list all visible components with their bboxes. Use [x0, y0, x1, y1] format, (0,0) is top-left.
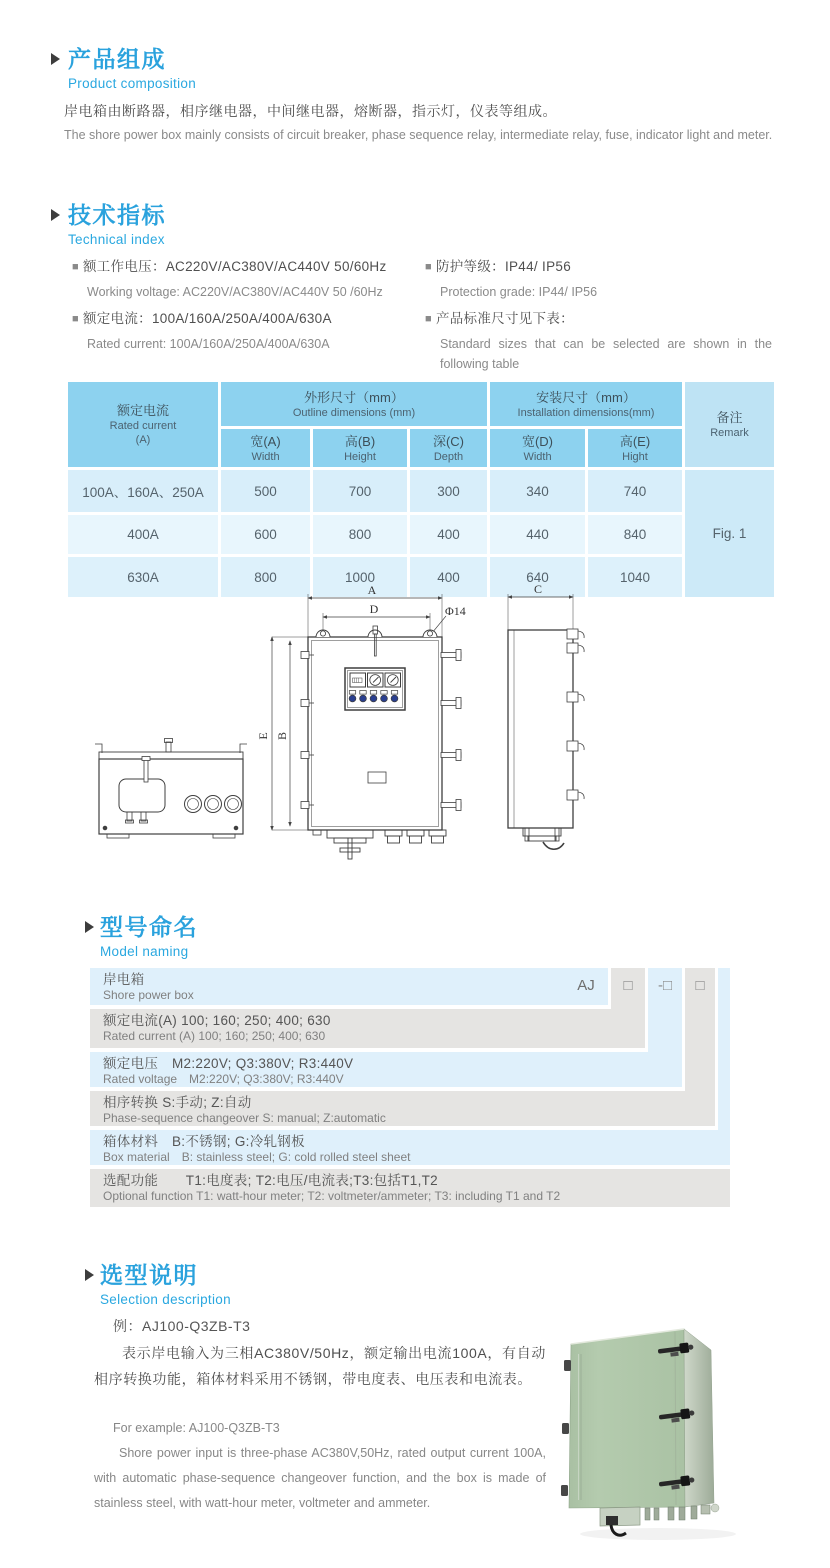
table-cell: 600	[221, 515, 310, 554]
dim-label-phi14: Φ14	[445, 604, 466, 618]
remark-cell: Fig. 1	[685, 470, 774, 597]
header-installation-dimensions: 安装尺寸（mm） Installation dimensions(mm)	[490, 382, 682, 426]
model-code-box-3: □	[695, 977, 705, 994]
bullet-square-icon: ■	[425, 261, 432, 273]
section-technical-index	[68, 202, 166, 247]
section-title-cn: 选型说明	[100, 1262, 198, 1288]
technical-drawing	[55, 582, 795, 894]
hinge-middle	[562, 1423, 569, 1434]
selection-desc-cn: 表示岸电输入为三相AC380V/50Hz，额定输出电流100A，有自动相序转换功能，箱体材料采用不锈钢，带电度表、电压表和电流表。	[94, 1345, 546, 1387]
tech-item-en: Working voltage: AC220V/AC380V/AC440V 50 /60Hz	[87, 285, 383, 299]
section-marker-icon	[85, 1269, 94, 1281]
cabinet-shadow	[580, 1528, 736, 1540]
model-code-box-2: -□	[657, 977, 673, 994]
subheader-depth-c: 深(C) Depth	[410, 429, 487, 467]
dim-label-c: C	[533, 582, 543, 596]
bullet-square-icon: ■	[425, 313, 432, 325]
table-cell: 700	[313, 470, 407, 512]
table-cell: 400A	[68, 515, 218, 554]
bottom-view	[95, 739, 247, 839]
tech-item-protection	[425, 255, 597, 302]
header-rated-current: 额定电流 Rated current (A)	[68, 382, 218, 467]
table-row	[68, 470, 774, 512]
naming-row-rated-current: 额定电流(A) 100; 160; 250; 400; 630 Rated current (A) 100; 160; 250; 400; 630	[90, 1009, 645, 1048]
section-title-en: Product composition	[68, 76, 197, 91]
selection-desc-en: Shore power input is three-phase AC380V,50Hz, rated output current 100A, with automatic phase-sequence changeover function, and the box is made of stainless steel, with watt-hour meter, voltmeter and ammeter.	[94, 1446, 546, 1510]
bullet-square-icon: ■	[72, 313, 79, 325]
tech-item-sizes	[425, 307, 772, 374]
header-remark: 备注 Remark	[685, 382, 774, 467]
bottom-clamp	[606, 1516, 618, 1525]
table-row	[68, 515, 774, 554]
section-title-en: Model naming	[100, 944, 189, 959]
tech-item-en: Protection grade: IP44/ IP56	[440, 285, 598, 299]
tech-item-en: Standard sizes that can be selected are shown in the following table	[440, 337, 772, 371]
dim-label-b: B	[275, 731, 289, 741]
table-cell: 100A、160A、250A	[68, 470, 218, 512]
model-code-box-1: □	[623, 977, 633, 994]
table-cell: 840	[588, 515, 682, 554]
table-header-row	[68, 382, 774, 426]
tech-item-en: Rated current: 100A/160A/250A/400A/630A	[87, 337, 330, 351]
subheader-height-b: 高(B) Height	[313, 429, 407, 467]
dim-label-e: E	[256, 732, 270, 740]
dim-label-d: D	[369, 602, 379, 616]
bullet-square-icon: ■	[72, 261, 79, 273]
model-prefix: AJ	[577, 977, 595, 994]
table-cell: 630A	[68, 557, 218, 597]
composition-text-en: The shore power box mainly consists of circuit breaker, phase sequence relay, intermediate relay, fuse, indicator light and meter.	[64, 128, 773, 142]
section-marker-icon	[85, 921, 94, 933]
section-title-en: Selection description	[100, 1292, 231, 1307]
section-product-composition	[68, 46, 196, 91]
tech-item-current	[72, 307, 332, 354]
section-title-cn: 型号命名	[100, 914, 198, 940]
table-cell: 440	[490, 515, 585, 554]
table-cell: 740	[588, 470, 682, 512]
selection-example-cn: 例：AJ100-Q3ZB-T3	[113, 1318, 251, 1334]
section-marker-icon	[51, 209, 60, 221]
subheader-height-e: 高(E) Hight	[588, 429, 682, 467]
table-cell: 340	[490, 470, 585, 512]
side-view	[508, 594, 584, 849]
section-selection-description	[100, 1262, 231, 1307]
section-title-en: Technical index	[68, 232, 165, 247]
dim-label-a: A	[367, 583, 377, 597]
naming-row-shore-power-box: 岸电箱 Shore power box	[90, 968, 608, 1005]
section-marker-icon	[51, 53, 60, 65]
tech-item-cn: 产品标准尺寸见下表：	[435, 311, 574, 326]
tech-item-voltage	[72, 255, 387, 302]
selection-example-en: For example: AJ100-Q3ZB-T3	[113, 1421, 280, 1435]
table-cell: 1000	[313, 557, 407, 597]
header-outline-dimensions: 外形尺寸（mm） Outline dimensions (mm)	[221, 382, 487, 426]
product-photo	[548, 1302, 803, 1562]
composition-text-cn: 岸电箱由断路器，相序继电器，中间继电器，熔断器，指示灯，仪表等组成。	[64, 103, 557, 119]
table-cell: 400	[410, 557, 487, 597]
model-naming-diagram	[90, 968, 730, 1208]
table-cell: 400	[410, 515, 487, 554]
hinge-bottom	[561, 1485, 568, 1496]
section-title-cn: 技术指标	[68, 202, 166, 228]
dimension-table	[65, 379, 777, 600]
front-view	[272, 594, 461, 859]
table-cell: 800	[221, 557, 310, 597]
table-cell: 300	[410, 470, 487, 512]
naming-row-phase-changeover: 相序转换 S:手动; Z:自动 Phase-sequence changeover S: manual; Z:automatic	[90, 1091, 715, 1126]
table-cell: 1040	[588, 557, 682, 597]
tech-item-cn: 额定电流：100A/160A/250A/400A/630A	[82, 311, 332, 326]
table-cell: 640	[490, 557, 585, 597]
subheader-width-a: 宽(A) Width	[221, 429, 310, 467]
table-cell: 500	[221, 470, 310, 512]
naming-row-optional-function: 选配功能 T1:电度表; T2:电压/电流表;T3:包括T1,T2 Optional function T1: watt-hour meter; T2: voltmeter/ammeter; T3: including T1 and T2	[90, 1169, 730, 1207]
naming-row-rated-voltage: 额定电压 M2:220V; Q3:380V; R3:440V Rated voltage M2:220V; Q3:380V; R3:440V	[90, 1052, 682, 1087]
section-model-naming	[100, 914, 198, 959]
hinge-top	[564, 1360, 571, 1371]
tech-item-cn: 防护等级：IP44/ IP56	[435, 259, 571, 274]
subheader-width-d: 宽(D) Width	[490, 429, 585, 467]
table-cell: 800	[313, 515, 407, 554]
tech-item-cn: 额工作电压：AC220V/AC380V/AC440V 50/60Hz	[82, 259, 387, 274]
section-title-cn: 产品组成	[68, 46, 166, 72]
naming-row-box-material: 箱体材料 B:不锈钢; G:冷轧钢板 Box material B: stainless steel; G: cold rolled steel sheet	[90, 1130, 730, 1165]
